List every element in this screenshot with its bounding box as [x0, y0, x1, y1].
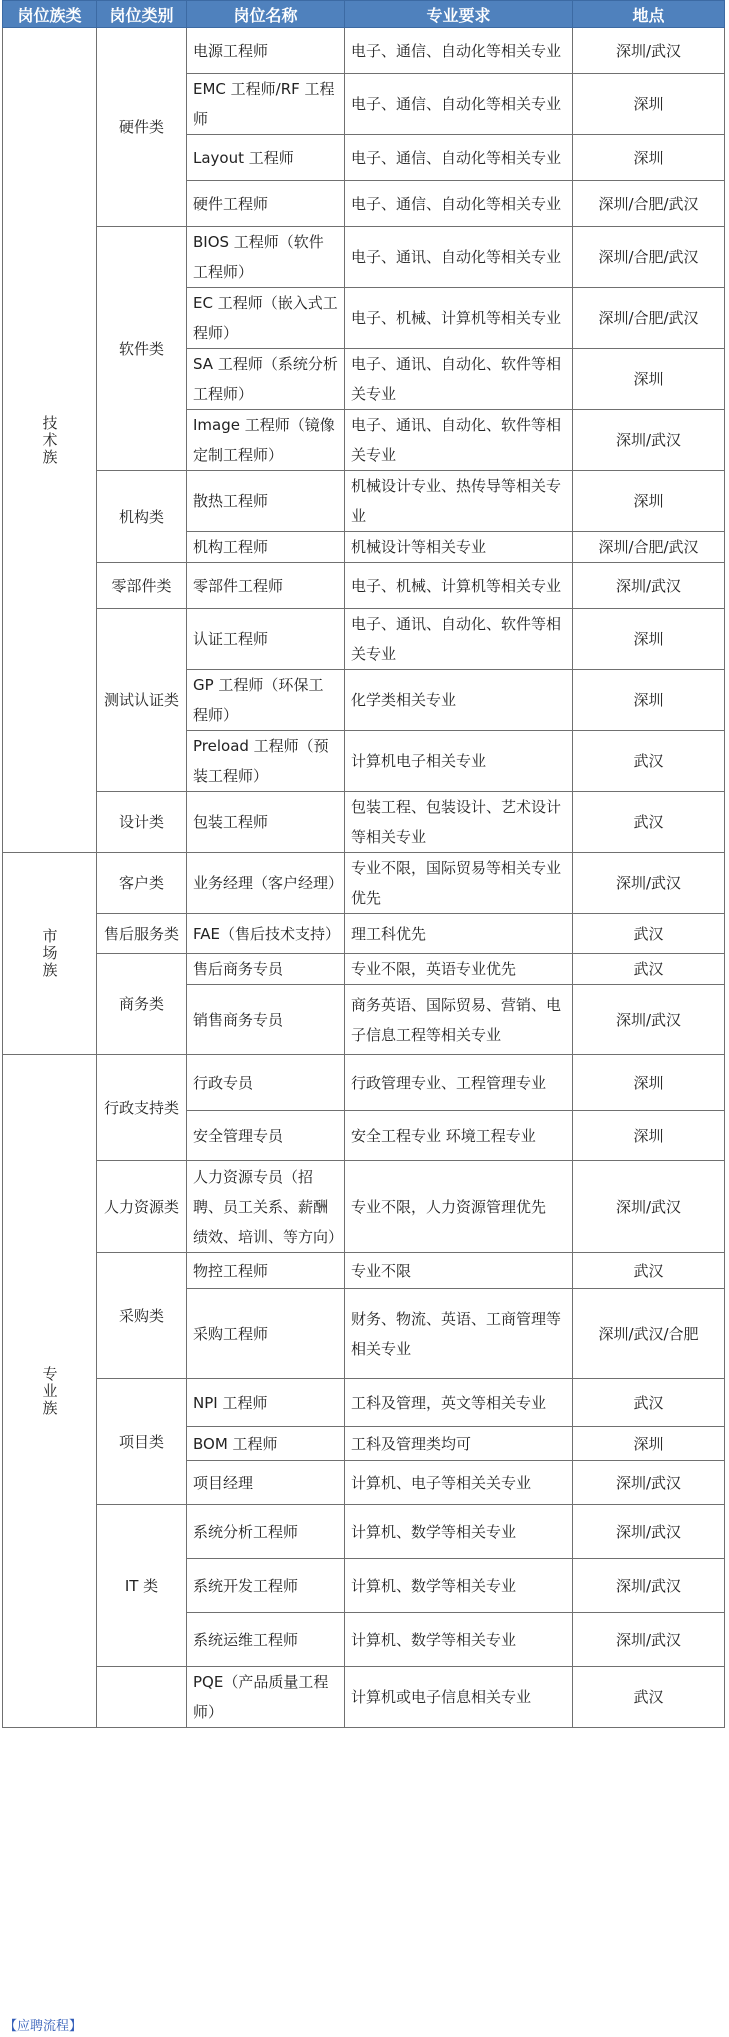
- location-cell: 深圳/合肥/武汉: [573, 288, 725, 349]
- location-cell: 深圳/合肥/武汉: [573, 227, 725, 288]
- job-title-cell: 物控工程师: [187, 1253, 345, 1289]
- location-cell: 武汉: [573, 1667, 725, 1728]
- job-title-cell: 人力资源专员（招聘、员工关系、薪酬绩效、培训、等方向）: [187, 1161, 345, 1253]
- application-process-link[interactable]: 【应聘流程】: [4, 2019, 83, 2034]
- requirement-cell: 电子、机械、计算机等相关专业: [345, 288, 573, 349]
- requirement-cell: 机械设计等相关专业: [345, 532, 573, 563]
- job-title-cell: Preload 工程师（预装工程师）: [187, 731, 345, 792]
- category-cell: 商务类: [97, 954, 187, 1055]
- category-cell: 机构类: [97, 471, 187, 563]
- job-title-cell: BIOS 工程师（软件工程师）: [187, 227, 345, 288]
- location-cell: 深圳/武汉: [573, 1461, 725, 1505]
- location-cell: 武汉: [573, 914, 725, 954]
- job-title-cell: 系统分析工程师: [187, 1505, 345, 1559]
- category-cell: 设计类: [97, 792, 187, 853]
- requirement-cell: 机械设计专业、热传导等相关专业: [345, 471, 573, 532]
- location-cell: 深圳: [573, 609, 725, 670]
- family-cell: 专业族: [3, 1055, 97, 1728]
- requirement-cell: 计算机、数学等相关专业: [345, 1559, 573, 1613]
- job-title-cell: 包装工程师: [187, 792, 345, 853]
- table-row: [3, 227, 725, 288]
- job-table: [2, 0, 725, 1728]
- location-cell: 深圳/武汉: [573, 853, 725, 914]
- requirement-cell: 计算机、数学等相关专业: [345, 1613, 573, 1667]
- table-row: [3, 1379, 725, 1427]
- job-title-cell: BOM 工程师: [187, 1427, 345, 1461]
- job-title-cell: PQE（产品质量工程师）: [187, 1667, 345, 1728]
- requirement-cell: 专业不限，人力资源管理优先: [345, 1161, 573, 1253]
- job-title-cell: 业务经理（客户经理）: [187, 853, 345, 914]
- requirement-cell: 电子、通讯、自动化、软件等相关专业: [345, 349, 573, 410]
- category-cell: 零部件类: [97, 563, 187, 609]
- location-cell: 武汉: [573, 731, 725, 792]
- location-cell: 武汉: [573, 954, 725, 985]
- requirement-cell: 计算机或电子信息相关专业: [345, 1667, 573, 1728]
- table-row: [3, 1055, 725, 1111]
- header-location: 地点: [573, 1, 725, 28]
- job-title-cell: 系统开发工程师: [187, 1559, 345, 1613]
- requirement-cell: 商务英语、国际贸易、营销、电子信息工程等相关专业: [345, 985, 573, 1055]
- category-cell: IT 类: [97, 1505, 187, 1667]
- location-cell: 深圳/武汉: [573, 985, 725, 1055]
- job-title-cell: SA 工程师（系统分析工程师）: [187, 349, 345, 410]
- location-cell: 深圳: [573, 1427, 725, 1461]
- job-title-cell: 硬件工程师: [187, 181, 345, 227]
- table-header-row: [3, 1, 725, 28]
- location-cell: 深圳: [573, 670, 725, 731]
- requirement-cell: 工科及管理，英文等相关专业: [345, 1379, 573, 1427]
- requirement-cell: 专业不限，国际贸易等相关专业优先: [345, 853, 573, 914]
- location-cell: 深圳/合肥/武汉: [573, 532, 725, 563]
- family-cell: 市场族: [3, 853, 97, 1055]
- header-family: 岗位族类: [3, 1, 97, 28]
- location-cell: 武汉: [573, 792, 725, 853]
- table-row: [3, 471, 725, 532]
- requirement-cell: 安全工程专业 环境工程专业: [345, 1111, 573, 1161]
- requirement-cell: 专业不限: [345, 1253, 573, 1289]
- location-cell: 深圳/合肥/武汉: [573, 181, 725, 227]
- requirement-cell: 计算机、数学等相关专业: [345, 1505, 573, 1559]
- location-cell: 深圳: [573, 135, 725, 181]
- header-title: 岗位名称: [187, 1, 345, 28]
- job-title-cell: 售后商务专员: [187, 954, 345, 985]
- requirement-cell: 电子、通信、自动化等相关专业: [345, 181, 573, 227]
- job-title-cell: EMC 工程师/RF 工程师: [187, 74, 345, 135]
- location-cell: 深圳/武汉: [573, 1161, 725, 1253]
- requirement-cell: 电子、通讯、自动化、软件等相关专业: [345, 609, 573, 670]
- table-row: [3, 1667, 725, 1728]
- table-row: [3, 563, 725, 609]
- requirement-cell: 计算机、电子等相关关专业: [345, 1461, 573, 1505]
- requirement-cell: 行政管理专业、工程管理专业: [345, 1055, 573, 1111]
- table-row: [3, 28, 725, 74]
- location-cell: 深圳/武汉: [573, 1505, 725, 1559]
- table-row: [3, 853, 725, 914]
- category-cell: 采购类: [97, 1253, 187, 1379]
- job-title-cell: 采购工程师: [187, 1289, 345, 1379]
- table-row: [3, 914, 725, 954]
- requirement-cell: 财务、物流、英语、工商管理等相关专业: [345, 1289, 573, 1379]
- requirement-cell: 电子、通信、自动化等相关专业: [345, 74, 573, 135]
- job-title-cell: Layout 工程师: [187, 135, 345, 181]
- category-cell: 软件类: [97, 227, 187, 471]
- requirement-cell: 包装工程、包装设计、艺术设计等相关专业: [345, 792, 573, 853]
- location-cell: 深圳/武汉/合肥: [573, 1289, 725, 1379]
- location-cell: 深圳/武汉: [573, 1559, 725, 1613]
- family-cell: 技术族: [3, 28, 97, 853]
- requirement-cell: 电子、通信、自动化等相关专业: [345, 135, 573, 181]
- table-row: [3, 792, 725, 853]
- location-cell: 深圳: [573, 349, 725, 410]
- location-cell: 武汉: [573, 1379, 725, 1427]
- job-title-cell: NPI 工程师: [187, 1379, 345, 1427]
- location-cell: 深圳/武汉: [573, 410, 725, 471]
- job-table-body: [3, 28, 725, 1728]
- location-cell: 深圳: [573, 1111, 725, 1161]
- header-category: 岗位类别: [97, 1, 187, 28]
- job-title-cell: FAE（售后技术支持）: [187, 914, 345, 954]
- category-cell: 行政支持类: [97, 1055, 187, 1161]
- category-cell: 硬件类: [97, 28, 187, 227]
- requirement-cell: 理工科优先: [345, 914, 573, 954]
- category-cell: 人力资源类: [97, 1161, 187, 1253]
- table-row: [3, 1505, 725, 1559]
- job-title-cell: 认证工程师: [187, 609, 345, 670]
- requirement-cell: 化学类相关专业: [345, 670, 573, 731]
- location-cell: 深圳: [573, 471, 725, 532]
- job-title-cell: 电源工程师: [187, 28, 345, 74]
- location-cell: 深圳: [573, 1055, 725, 1111]
- requirement-cell: 电子、通讯、自动化、软件等相关专业: [345, 410, 573, 471]
- table-row: [3, 954, 725, 985]
- job-title-cell: 行政专员: [187, 1055, 345, 1111]
- job-title-cell: 零部件工程师: [187, 563, 345, 609]
- requirement-cell: 电子、机械、计算机等相关专业: [345, 563, 573, 609]
- table-row: [3, 609, 725, 670]
- location-cell: 深圳/武汉: [573, 28, 725, 74]
- job-title-cell: 销售商务专员: [187, 985, 345, 1055]
- category-cell: 售后服务类: [97, 914, 187, 954]
- category-cell: 客户类: [97, 853, 187, 914]
- requirement-cell: 电子、通信、自动化等相关专业: [345, 28, 573, 74]
- job-title-cell: EC 工程师（嵌入式工程师）: [187, 288, 345, 349]
- category-cell: [97, 1667, 187, 1728]
- location-cell: 武汉: [573, 1253, 725, 1289]
- table-row: [3, 1161, 725, 1253]
- job-title-cell: 项目经理: [187, 1461, 345, 1505]
- job-title-cell: 安全管理专员: [187, 1111, 345, 1161]
- requirement-cell: 专业不限，英语专业优先: [345, 954, 573, 985]
- job-title-cell: 系统运维工程师: [187, 1613, 345, 1667]
- location-cell: 深圳: [573, 74, 725, 135]
- header-requirement: 专业要求: [345, 1, 573, 28]
- requirement-cell: 计算机电子相关专业: [345, 731, 573, 792]
- job-title-cell: 机构工程师: [187, 532, 345, 563]
- category-cell: 项目类: [97, 1379, 187, 1505]
- location-cell: 深圳/武汉: [573, 563, 725, 609]
- job-title-cell: Image 工程师（镜像定制工程师）: [187, 410, 345, 471]
- job-title-cell: 散热工程师: [187, 471, 345, 532]
- job-title-cell: GP 工程师（环保工程师）: [187, 670, 345, 731]
- table-row: [3, 1253, 725, 1289]
- requirement-cell: 工科及管理类均可: [345, 1427, 573, 1461]
- requirement-cell: 电子、通讯、自动化等相关专业: [345, 227, 573, 288]
- location-cell: 深圳/武汉: [573, 1613, 725, 1667]
- category-cell: 测试认证类: [97, 609, 187, 792]
